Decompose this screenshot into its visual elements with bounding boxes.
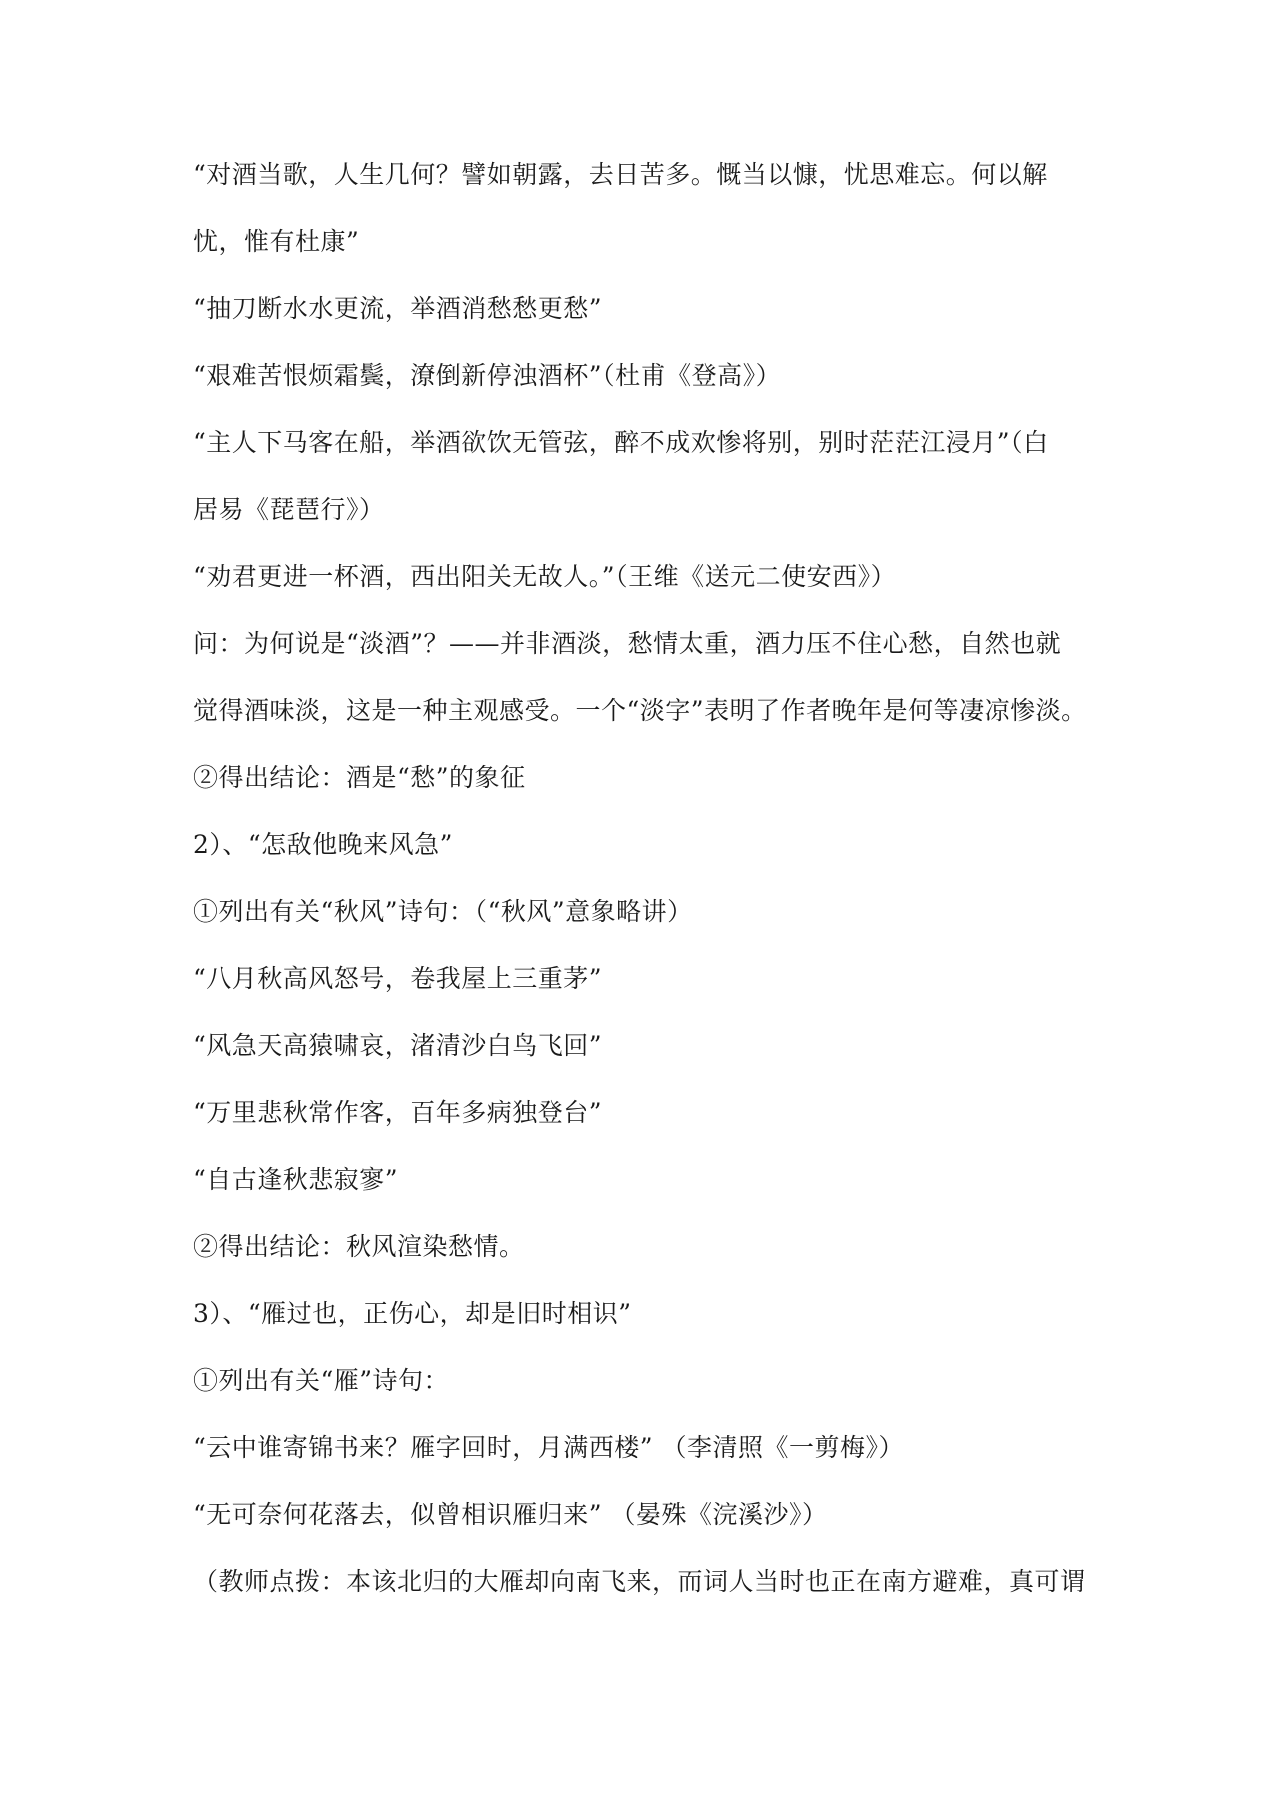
text-line: “风急天高猿啸哀，渚清沙白鸟飞回” (193, 1031, 603, 1060)
text-line: 觉得酒味淡，这是一种主观感受。一个“淡字”表明了作者晚年是何等凄凉惨淡。 (193, 696, 1087, 725)
text-line: “对酒当歌，人生几何？譬如朝露，去日苦多。慨当以慷，忧思难忘。何以解 (193, 160, 1048, 189)
text-line: ①列出有关“秋风”诗句：（“秋风”意象略讲） (193, 897, 693, 926)
document-body (193, 160, 1093, 1634)
text-line: “艰难苦恨烦霜鬓，潦倒新停浊酒杯”（杜甫《登高》） (193, 361, 782, 390)
text-line: （教师点拨：本该北归的大雁却向南飞来，而词人当时也正在南方避难，真可谓 (193, 1567, 1086, 1596)
text-line: “万里悲秋常作客，百年多病独登台” (193, 1098, 603, 1127)
text-line: ①列出有关“雁”诗句： (193, 1366, 450, 1395)
text-line: ②得出结论：酒是“愁”的象征 (193, 763, 526, 792)
text-line: “无可奈何花落去，似曾相识雁归来” （晏殊《浣溪沙》） (193, 1500, 828, 1529)
text-line: “云中谁寄锦书来？雁字回时，月满西楼” （李清照《一剪梅》） (193, 1433, 905, 1462)
text-line: “自古逢秋悲寂寥” (193, 1165, 399, 1194)
text-line: ②得出结论：秋风渲染愁情。 (193, 1232, 525, 1261)
text-line: 居易《琵琶行》） (193, 495, 385, 524)
text-line: 2）、“怎敌他晚来风急” (193, 830, 453, 859)
text-line: “主人下马客在船，举酒欲饮无管弦，醉不成欢惨将别，别时茫茫江浸月”（白 (193, 428, 1049, 457)
text-line: 问：为何说是“淡酒”？——并非酒淡，愁情太重，酒力压不住心愁，自然也就 (193, 629, 1062, 658)
text-line: 忧，惟有杜康” (193, 227, 360, 256)
text-line: 3）、“雁过也，正伤心，却是旧时相识” (193, 1299, 632, 1328)
text-line: “抽刀断水水更流，举酒消愁愁更愁” (193, 294, 603, 323)
text-line: “劝君更进一杯酒，西出阳关无故人。”（王维《送元二使安西》） (193, 562, 897, 591)
text-line: “八月秋高风怒号，卷我屋上三重茅” (193, 964, 603, 993)
